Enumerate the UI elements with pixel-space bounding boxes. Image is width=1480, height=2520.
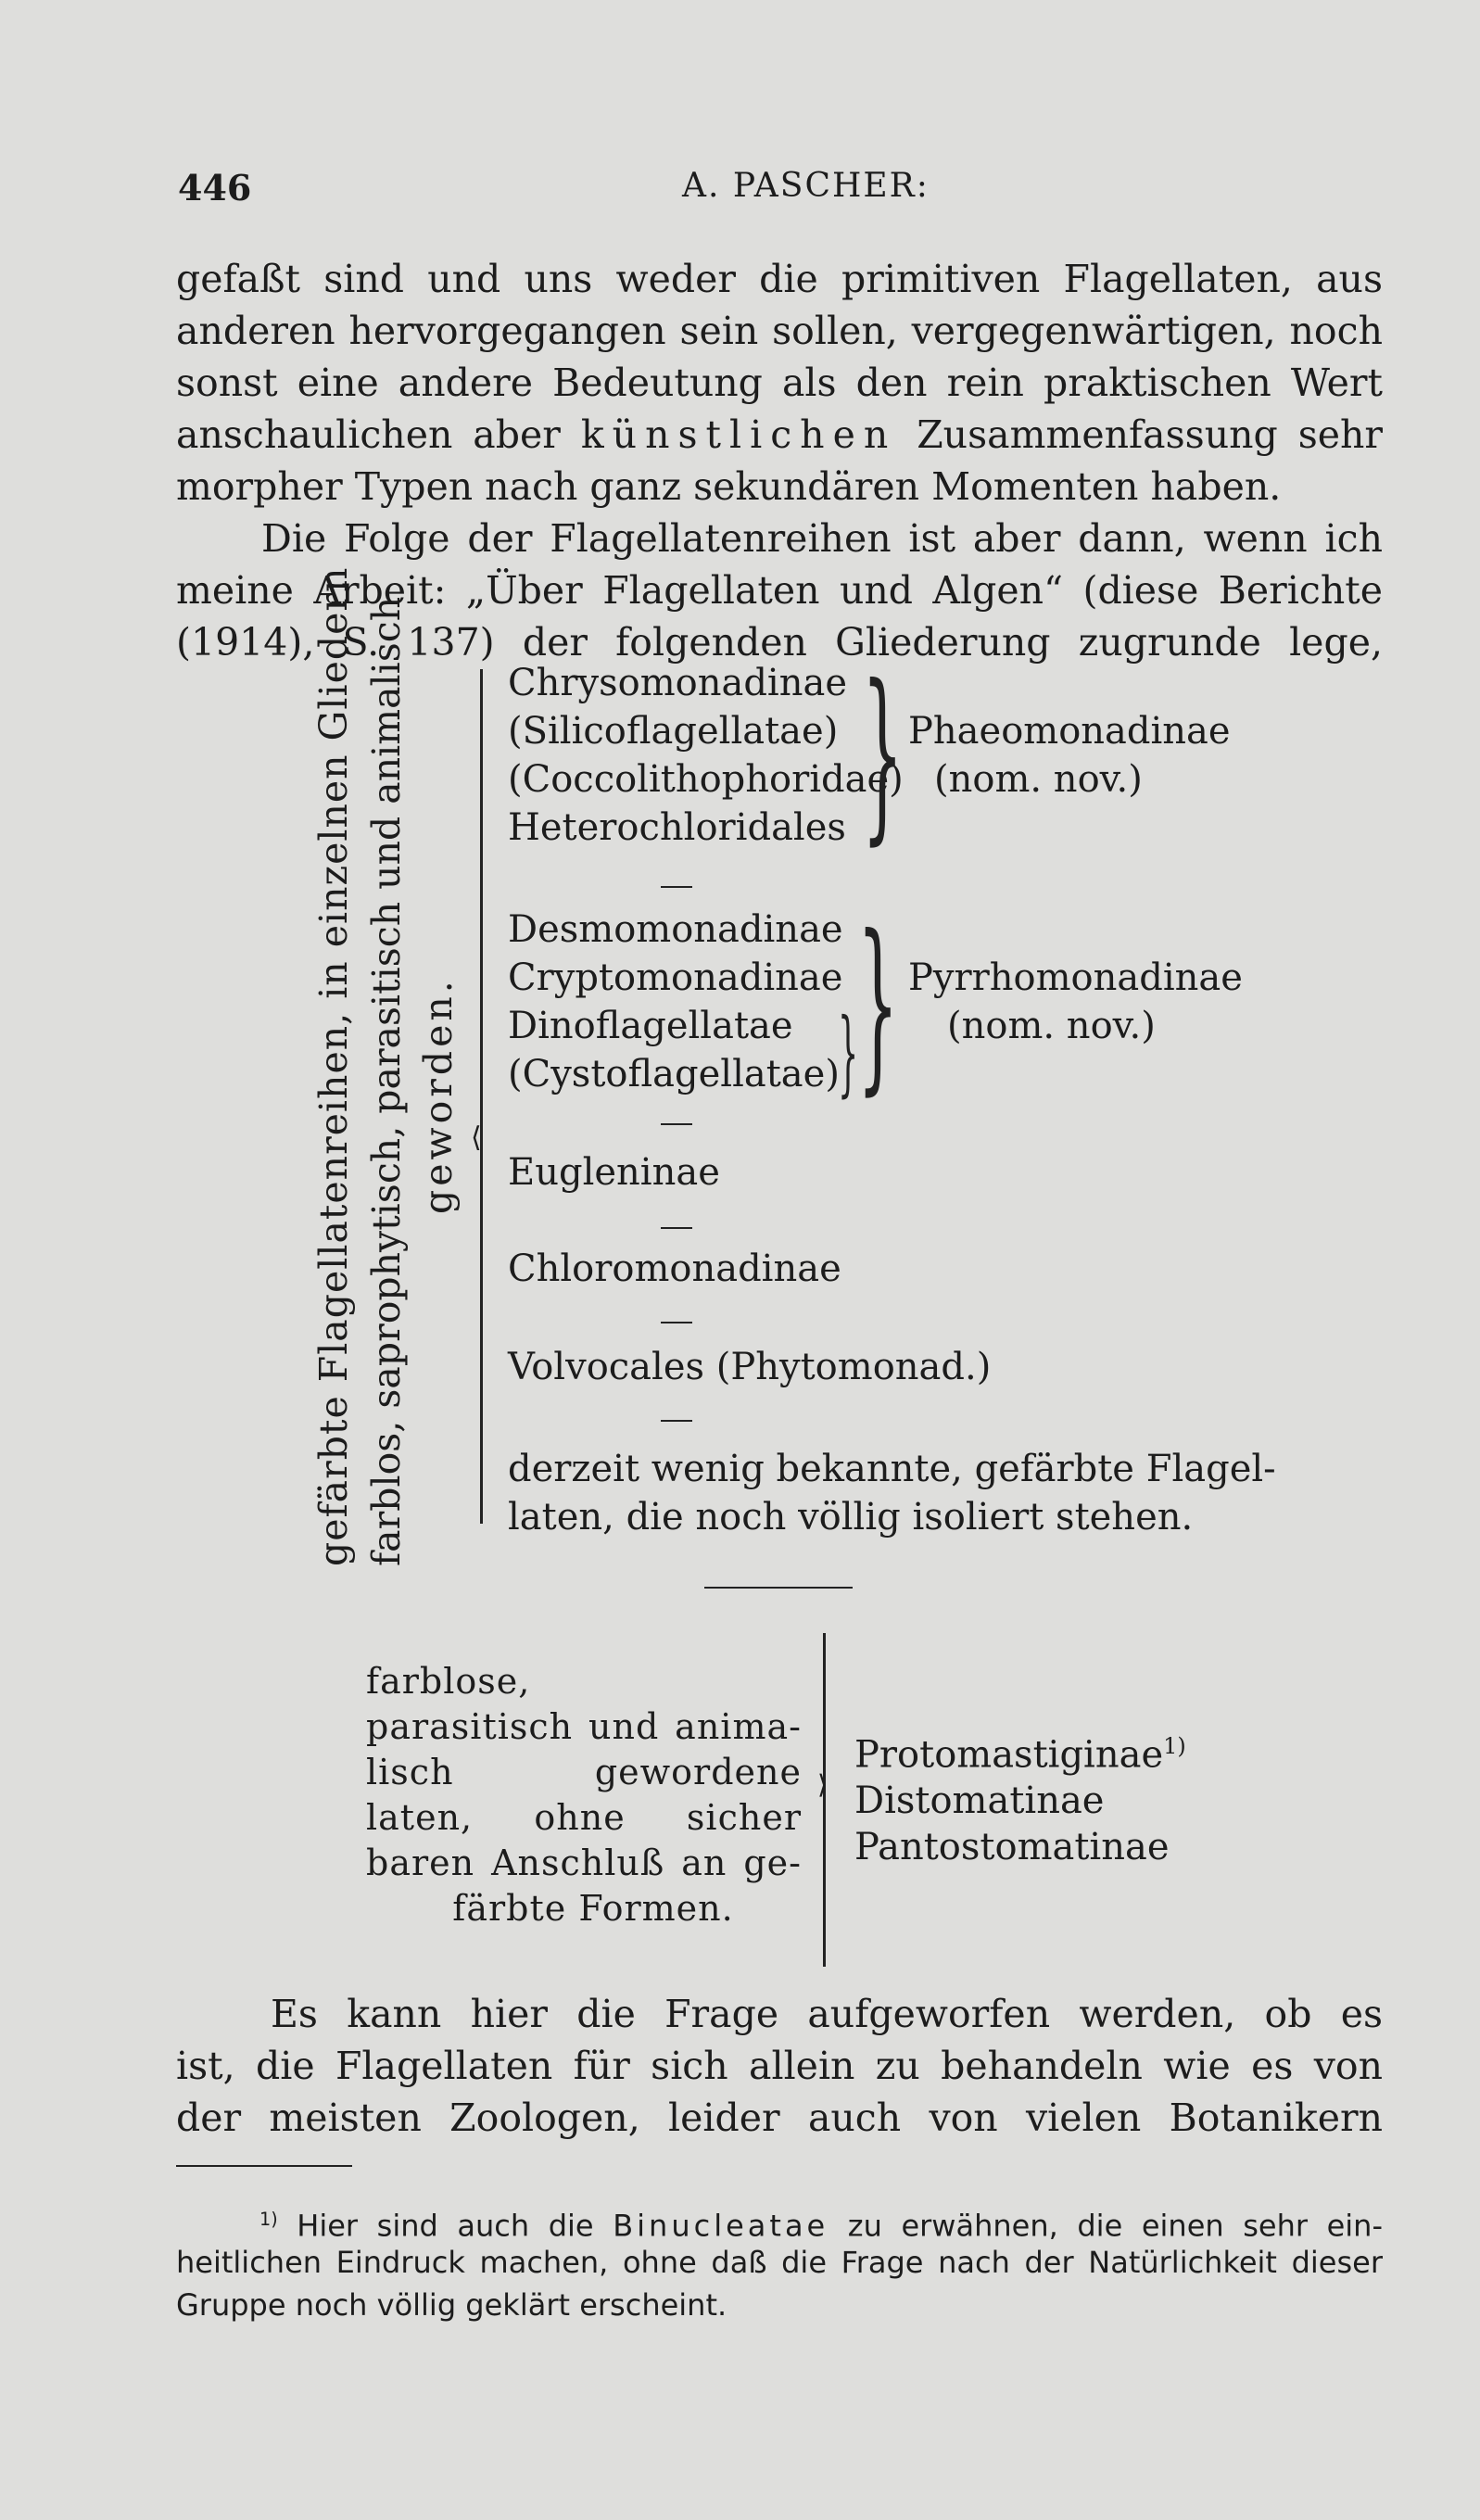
taxon-item: (Coccolithophoridae) bbox=[508, 758, 904, 801]
taxon-item: Heterochloridales bbox=[508, 806, 846, 849]
paragraph-line: Die Folge der Flagellatenreihen ist aber dann, wenn ich bbox=[261, 516, 1383, 561]
description-line: färbte Formen. bbox=[452, 1888, 734, 1929]
text-fragment: Zusammenfassung sehr bbox=[917, 412, 1383, 457]
group-name-note: (nom. nov.) bbox=[934, 758, 1143, 801]
brace-inner: } bbox=[838, 998, 859, 1107]
emphasis-spaced: Binucleatae bbox=[613, 2208, 829, 2241]
brace-right: } bbox=[862, 646, 904, 862]
taxon-item: Volvocales (Phytomonad.) bbox=[508, 1346, 992, 1388]
page-number: 446 bbox=[178, 167, 252, 209]
group-name: Pyrrhomonadinae bbox=[908, 956, 1243, 999]
description-line: baren Anschluß an ge- bbox=[366, 1843, 802, 1883]
paragraph-line: meine Arbeit: „Über Flagellaten und Algen“ (diese Berichte bbox=[176, 568, 1383, 613]
paragraph-line bbox=[176, 409, 1383, 461]
separator-dash bbox=[661, 1123, 692, 1125]
paragraph-line: morpher Typen nach ganz sekundären Momenten haben. bbox=[176, 464, 1282, 509]
taxon-item: (Cystoflagellatae) bbox=[508, 1053, 840, 1095]
description-line: parasitisch und anima- bbox=[366, 1706, 802, 1747]
taxon-item: Dinoflagellatae bbox=[508, 1005, 793, 1047]
taxon-item: Chloromonadinae bbox=[508, 1247, 841, 1290]
description-line: laten, ohne sicher bbox=[366, 1797, 802, 1838]
bracket-tip: ⟨ bbox=[471, 1121, 482, 1154]
group-name: Phaeomonadinae bbox=[908, 710, 1231, 753]
paragraph-line: ist, die Flagellaten für sich allein zu behandeln wie es von bbox=[176, 2044, 1383, 2088]
footnote bbox=[176, 2198, 1383, 2326]
taxon-item: Protomastiginae$^{1)}$ bbox=[854, 1733, 1186, 1777]
separator-dash bbox=[661, 886, 692, 888]
running-title: A. PASCHER: bbox=[682, 167, 930, 205]
description-line: lisch gewordene bbox=[366, 1752, 802, 1792]
main-bracket bbox=[480, 669, 483, 1524]
separator-dash bbox=[661, 1322, 692, 1323]
side-label-colorless: farblos, saprophytisch, parasitisch und animalisch bbox=[364, 596, 409, 1566]
footnote-line: heitlichen Eindruck machen, ohne daß die Frage nach der Natürlichkeit dieser bbox=[176, 2245, 1383, 2280]
separator-dash bbox=[661, 1420, 692, 1422]
brace-right: } bbox=[857, 896, 899, 1112]
section-divider bbox=[704, 1587, 853, 1589]
taxon-item: Chrysomonadinae bbox=[508, 662, 847, 704]
paragraph-line: Es kann hier die Frage aufgeworfen werden, ob es bbox=[271, 1992, 1383, 2036]
footnote-line: Gruppe noch völlig geklärt erscheint. bbox=[176, 2287, 727, 2323]
taxon-item: Cryptomonadinae bbox=[508, 956, 843, 999]
footnote-rule bbox=[176, 2165, 352, 2167]
bracket-tip: ⟩ bbox=[817, 1769, 828, 1800]
side-label-became: geworden. bbox=[416, 977, 461, 1214]
taxon-item: laten, die noch völlig isoliert stehen. bbox=[508, 1496, 1194, 1539]
taxon-item: Desmomonadinae bbox=[508, 908, 843, 951]
separator-dash bbox=[661, 1227, 692, 1229]
paragraph-line: gefaßt sind und uns weder die primitiven Flagellaten, aus bbox=[176, 257, 1383, 301]
taxon-item: Distomatinae bbox=[854, 1779, 1105, 1822]
text-fragment: anschaulichen aber bbox=[176, 412, 581, 457]
side-label-colored-lines: gefärbte Flagellatenreihen, in einzelnen Gliedern bbox=[311, 566, 356, 1566]
taxon-item: Pantostomatinae bbox=[854, 1826, 1170, 1868]
taxon-item: derzeit wenig bekannte, gefärbte Flagel- bbox=[508, 1448, 1276, 1490]
paragraph-line: der meisten Zoologen, leider auch von vielen Botanikern bbox=[176, 2096, 1383, 2140]
group-name-note: (nom. nov.) bbox=[947, 1005, 1156, 1047]
taxon-item: Eugleninae bbox=[508, 1151, 720, 1194]
paragraph-line: sonst eine andere Bedeutung als den rein praktischen Wert bbox=[176, 361, 1383, 405]
emphasis-spaced: künstlichen bbox=[580, 412, 897, 457]
taxon-item: (Silicoflagellatae) bbox=[508, 710, 839, 753]
colorless-description bbox=[366, 1659, 802, 1931]
description-line: farblose, bbox=[366, 1661, 531, 1702]
paragraph-line: (1914), S. 137) der folgenden Gliederung zugrunde lege, bbox=[176, 620, 1383, 665]
lower-bracket bbox=[823, 1633, 826, 1967]
footnote-marker: 1) bbox=[259, 2209, 278, 2230]
paragraph-line: anderen hervorgegangen sein sollen, vergegenwärtigen, noch bbox=[176, 309, 1383, 353]
footnote-marker: 1) bbox=[1163, 1733, 1186, 1759]
footnote-line: $^{1)}$ Hier sind auch die Binucleatae zu erwähnen, die einen sehr ein- bbox=[176, 2198, 1383, 2241]
